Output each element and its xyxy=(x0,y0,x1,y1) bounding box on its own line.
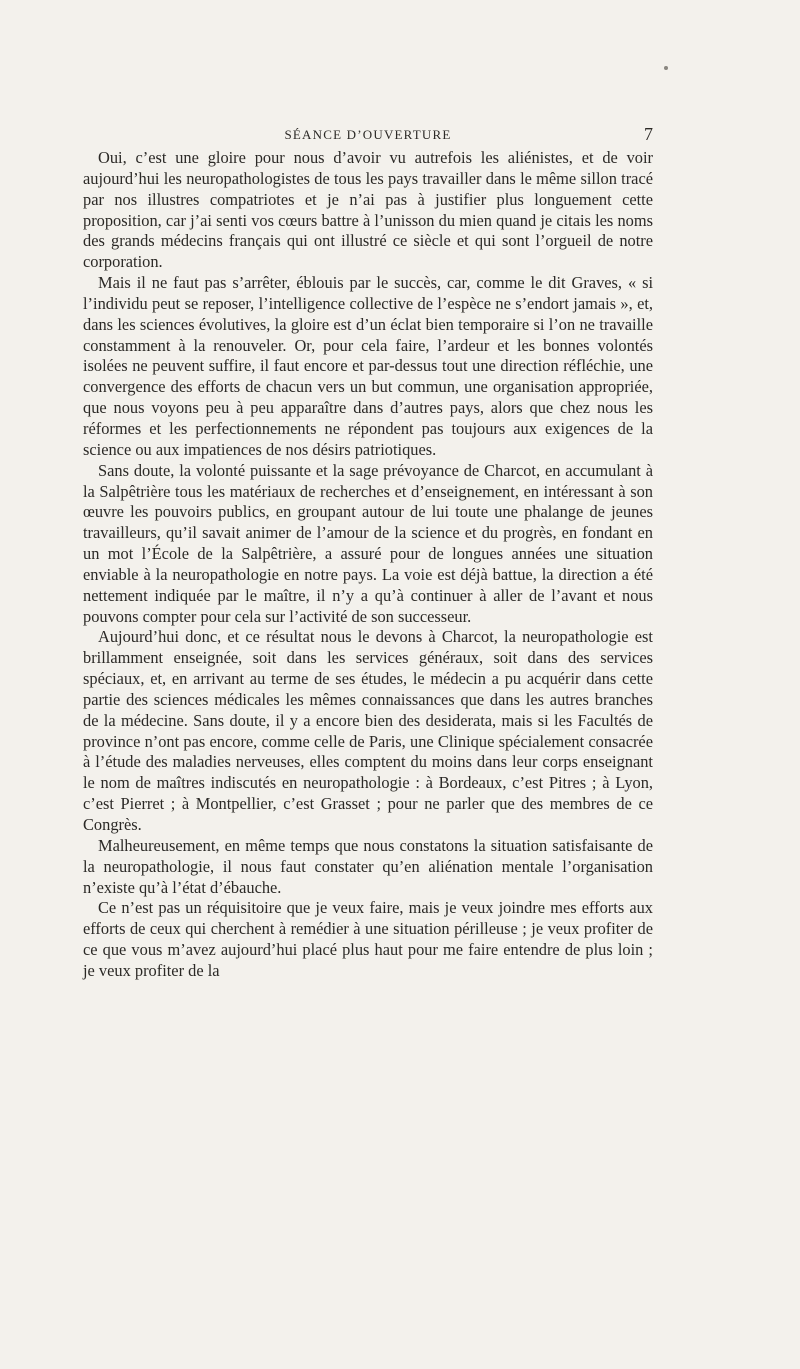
paragraph: Sans doute, la volonté puissante et la sage prévoyance de Charcot, en accumulant à la Salpêtrière tous les matériaux de recherches et d’enseignement, en intéressant à son œuvre les pouvoirs publics, en groupant autour de lui toute une phalange de jeunes travailleurs, qu’il savait animer de l’amour de la science et du progrès, en fondant en un mot l’École de la Salpêtrière, a assuré pour de longues années une situation enviable à la neuropathologie en notre pays. La voie est déjà battue, la direction a été nettement indiquée par le maître, il n’y a qu’à continuer à aller de l’avant et nous pouvons compter pour cela sur l’activité de son successeur. xyxy=(83,460,653,626)
page-number: 7 xyxy=(644,124,653,144)
paragraph: Oui, c’est une gloire pour nous d’avoir vu autrefois les aliénistes, et de voir aujourd’hui les neuropathologistes de tous les pays travailler dans le même sillon tracé par nos illustres compatriotes et je n’ai pas à justifier plus longuement cette proposition, car j’ai senti vos cœurs battre à l’unisson du mien quand je citais les noms des grands médecins français qui ont illustré ce siècle et qui sont l’orgueil de notre corporation. xyxy=(83,148,653,272)
paper-speck xyxy=(664,66,668,70)
running-header xyxy=(83,124,653,146)
paragraph: Ce n’est pas un réquisitoire que je veux faire, mais je veux joindre mes efforts aux efforts de ceux qui cherchent à remédier à une situation périlleuse ; je veux profiter de ce que vous m’avez aujourd’hui placé plus haut pour me faire entendre de plus loin ; je veux profiter de la xyxy=(83,898,653,980)
paragraph: Malheureusement, en même temps que nous constatons la situation satisfaisante de la neuropathologie, il nous faut constater qu’en aliénation mentale l’organisation n’existe qu’à l’état d’ébauche. xyxy=(83,835,653,897)
document-page xyxy=(83,124,653,982)
paragraph: Aujourd’hui donc, et ce résultat nous le devons à Charcot, la neuropathologie est brillamment enseignée, soit dans les services généraux, soit dans des services spéciaux, et, en arrivant au terme de ses études, le médecin a pu acquérir dans cette partie des sciences médicales les mêmes connaissances que dans les autres branches de la médecine. Sans doute, il y a encore bien des desiderata, mais si les Facultés de province n’ont pas encore, comme celle de Paris, une Clinique spécialement consacrée à l’étude des maladies nerveuses, elles comptent du moins dans leur corps enseignant le nom de maîtres indiscutés en neuropathologie : à Bordeaux, c’est Pitres ; à Lyon, c’est Pierret ; à Montpellier, c’est Grasset ; pour ne parler que des membres de ce Congrès. xyxy=(83,627,653,834)
body-text xyxy=(83,148,653,982)
paragraph: Mais il ne faut pas s’arrêter, éblouis par le succès, car, comme le dit Graves, « si l’individu peut se reposer, l’intelligence collective de l’espèce ne s’endort jamais », et, dans les sciences évolutives, la gloire est d’un éclat bien temporaire si l’on ne travaille constamment à la renouveler. Or, pour cela faire, l’ardeur et les bonnes volontés isolées ne peuvent suffire, il faut encore et par-dessus tout une direction réfléchie, une convergence des efforts de chacun vers un but commun, une organisation appropriée, que nous voyons peu à peu apparaître dans d’autres pays, alors que chez nous les réformes et les perfectionnements ne répondent pas toujours aux exigences de la science ou aux impatiences de nos désirs patriotiques. xyxy=(83,273,653,459)
running-title: SÉANCE D’OUVERTURE xyxy=(284,127,452,142)
